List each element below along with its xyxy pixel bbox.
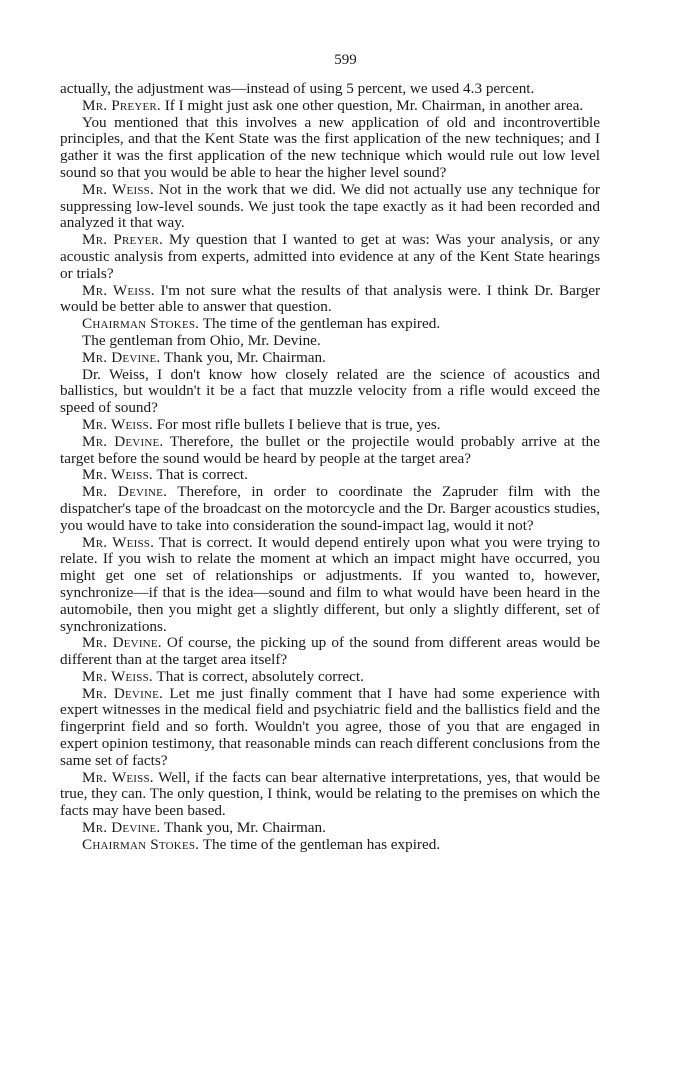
paragraph bbox=[60, 182, 600, 232]
paragraph bbox=[60, 686, 600, 770]
paragraph bbox=[60, 635, 600, 669]
speaker-name: Mr. Devine. bbox=[82, 432, 164, 450]
paragraph bbox=[60, 417, 600, 434]
paragraph-text: Therefore, the bullet or the projectile would probably arrive at the target before the sound would be heard by people at the target area? bbox=[60, 432, 600, 467]
speaker-name: Chairman Stokes. bbox=[82, 835, 200, 853]
paragraph-text: Dr. Weiss, I don't know how closely related are the science of acoustics and ballistics, but wouldn't it be a fact that muzzle velocity from a rifle would exceed the speed of sound? bbox=[60, 365, 600, 417]
paragraph bbox=[60, 837, 600, 854]
paragraph bbox=[60, 333, 600, 350]
paragraph-text: For most rifle bullets I believe that is true, yes. bbox=[152, 415, 441, 433]
speaker-name: Chairman Stokes. bbox=[82, 315, 200, 333]
paragraph-text: Well, if the facts can bear alternative interpretations, yes, that would be true, they can. The only question, I think, would be relating to the premises on which the facts may have been based. bbox=[60, 768, 600, 820]
paragraph-text: The gentleman from Ohio, Mr. Devine. bbox=[82, 331, 321, 349]
paragraph bbox=[60, 115, 600, 182]
paragraph bbox=[60, 484, 600, 534]
speaker-name: Mr. Devine. bbox=[82, 483, 168, 501]
paragraph bbox=[60, 669, 600, 686]
paragraph bbox=[60, 770, 600, 820]
speaker-name: Mr. Weiss. bbox=[82, 466, 153, 484]
speaker-name: Mr. Preyer. bbox=[82, 231, 164, 249]
speaker-name: Mr. Devine. bbox=[82, 819, 161, 837]
paragraph bbox=[60, 98, 600, 115]
paragraph bbox=[60, 467, 600, 484]
paragraph-text: Thank you, Mr. Chairman. bbox=[160, 819, 326, 837]
speaker-name: Mr. Weiss. bbox=[82, 667, 153, 685]
paragraph-text: The time of the gentleman has expired. bbox=[199, 315, 441, 333]
paragraph bbox=[60, 350, 600, 367]
paragraph-text: The time of the gentleman has expired. bbox=[199, 835, 441, 853]
speaker-name: Mr. Weiss. bbox=[82, 533, 155, 551]
paragraph bbox=[60, 81, 600, 98]
speaker-name: Mr. Weiss. bbox=[82, 415, 153, 433]
paragraph-text: That is correct. It would depend entirely upon what you were trying to relate. If you wish to relate the moment at which an impact might have occurred, you might get one set of relationships or adjustments. If you wanted to, however, synchronize—if that is the idea—sound and film to what would have been heard in the automobile, then you might get a slightly different, but only a slightly different, set of synchronizations. bbox=[60, 533, 600, 635]
paragraph bbox=[60, 434, 600, 468]
paragraph-text: Therefore, in order to coordinate the Zapruder film with the dispatcher's tape of the broadcast on the motorcycle and the Dr. Barger acoustics studies, you would have to take into consideration the sound-impact lag, would it not? bbox=[60, 483, 600, 534]
paragraph-text: If I might just ask one other question, Mr. Chairman, in another area. bbox=[160, 96, 584, 114]
speaker-name: Mr. Preyer. bbox=[82, 96, 161, 114]
page-number: 599 bbox=[334, 52, 357, 68]
transcript-body bbox=[60, 81, 600, 854]
paragraph bbox=[60, 367, 600, 417]
paragraph-text: That is correct. bbox=[152, 466, 248, 484]
paragraph-text: Let me just finally comment that I have had some experience with expert witnesses in the medical field and psychiatric field and the ballistics field and the fingerprint field and so forth. Wouldn't you agree, those of you that are engaged in expert opinion testimony, that reasonable minds can reach different conclusions from the same set of facts? bbox=[60, 684, 600, 769]
speaker-name: Mr. Weiss. bbox=[82, 281, 155, 299]
paragraph bbox=[60, 316, 600, 333]
paragraph bbox=[60, 232, 600, 282]
paragraph-text: That is correct, absolutely correct. bbox=[152, 667, 364, 685]
speaker-name: Mr. Weiss. bbox=[82, 768, 154, 786]
paragraph-text: You mentioned that this involves a new application of old and incontrovertible principles, and that the Kent State was the first application of the new techniques; and I gather it was the first application of the new technique which would rule out low level sound so that you would be able to hear the higher level sound? bbox=[60, 113, 600, 181]
paragraph-text: actually, the adjustment was—instead of using 5 percent, we used 4.3 percent. bbox=[60, 80, 535, 97]
paragraph bbox=[60, 820, 600, 837]
paragraph-text: My question that I wanted to get at was: Was your analysis, or any acoustic analysis from experts, admitted into evidence at any of the Kent State hearings or trials? bbox=[60, 231, 600, 282]
paragraph-text: Of course, the picking up of the sound from different areas would be different than at the target area itself? bbox=[60, 634, 600, 669]
speaker-name: Mr. Devine. bbox=[82, 348, 161, 366]
paragraph bbox=[60, 283, 600, 317]
speaker-name: Mr. Devine. bbox=[82, 684, 163, 702]
paragraph-text: I'm not sure what the results of that analysis were. I think Dr. Barger would be better able to answer that question. bbox=[60, 281, 600, 316]
paragraph bbox=[60, 535, 600, 636]
paragraph-text: Not in the work that we did. We did not actually use any technique for suppressing low-level sounds. We just took the tape exactly as it had been recorded and analyzed it that way. bbox=[60, 180, 600, 232]
paragraph-text: Thank you, Mr. Chairman. bbox=[160, 348, 326, 366]
speaker-name: Mr. Devine. bbox=[82, 634, 162, 652]
speaker-name: Mr. Weiss. bbox=[82, 180, 154, 198]
